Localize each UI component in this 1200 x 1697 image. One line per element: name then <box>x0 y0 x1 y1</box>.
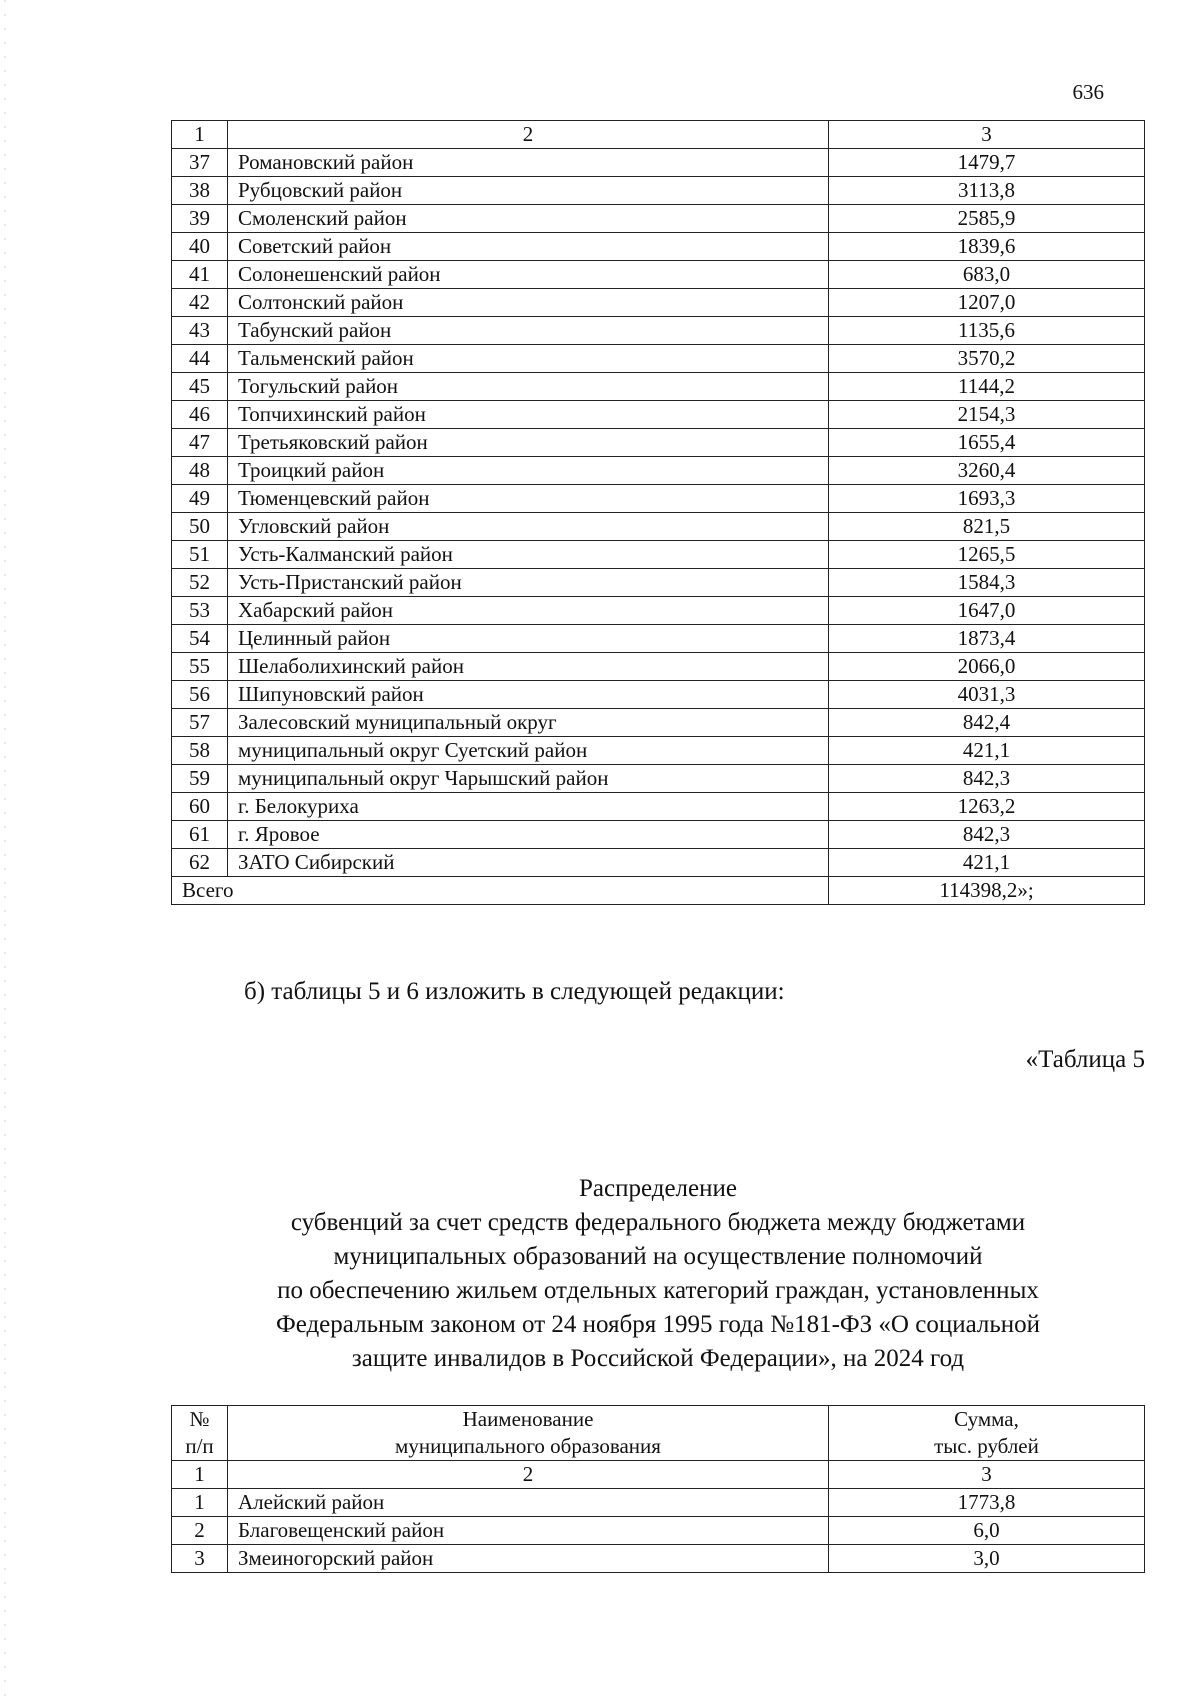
table-row <box>172 177 1145 205</box>
column-number-cell: 3 <box>829 1461 1145 1489</box>
row-number-cell: 44 <box>172 345 228 373</box>
distribution-table-continued <box>171 120 1145 905</box>
table-column-numbering-row <box>172 1461 1145 1489</box>
table-row <box>172 149 1145 177</box>
table-label: «Таблица 5 <box>1025 1046 1145 1073</box>
row-number-cell: 57 <box>172 709 228 737</box>
municipality-name-cell: Усть-Пристанский район <box>228 569 829 597</box>
municipality-name-cell: Шелаболихинский район <box>228 653 829 681</box>
municipality-name-cell: Алейский район <box>228 1489 829 1517</box>
row-number-cell: 41 <box>172 261 228 289</box>
table-row <box>172 261 1145 289</box>
amount-cell: 1263,2 <box>829 793 1145 821</box>
title-line: Распределение <box>579 1175 737 1202</box>
amount-cell: 842,3 <box>829 765 1145 793</box>
row-number-cell: 58 <box>172 737 228 765</box>
column-number-cell: 1 <box>172 1461 228 1489</box>
header-text: муниципального образования <box>395 1434 661 1458</box>
row-number-cell: 49 <box>172 485 228 513</box>
row-number-cell: 62 <box>172 849 228 877</box>
municipality-name-cell: Залесовский муниципальный округ <box>228 709 829 737</box>
municipality-name-cell: г. Белокуриха <box>228 793 829 821</box>
total-label: Всего <box>172 877 829 905</box>
header-number-cell <box>172 1406 228 1461</box>
municipality-name-cell: Третьяковский район <box>228 429 829 457</box>
municipality-name-cell: Усть-Калманский район <box>228 541 829 569</box>
table-row <box>172 513 1145 541</box>
total-value: 114398,2»; <box>829 877 1145 905</box>
municipality-name-cell: Советский район <box>228 233 829 261</box>
row-number-cell: 37 <box>172 149 228 177</box>
table-row <box>172 765 1145 793</box>
amount-cell: 1265,5 <box>829 541 1145 569</box>
municipality-name-cell: Благовещенский район <box>228 1517 829 1545</box>
amount-cell: 3260,4 <box>829 457 1145 485</box>
municipality-name-cell: Угловский район <box>228 513 829 541</box>
table-row <box>172 401 1145 429</box>
scan-edge-artifact <box>4 0 6 1697</box>
row-number-cell: 61 <box>172 821 228 849</box>
municipality-name-cell: Змеиногорский район <box>228 1545 829 1573</box>
municipality-name-cell: муниципальный округ Чарышский район <box>228 765 829 793</box>
amount-cell: 1207,0 <box>829 289 1145 317</box>
municipality-name-cell: Романовский район <box>228 149 829 177</box>
municipality-name-cell: ЗАТО Сибирский <box>228 849 829 877</box>
amount-cell: 1873,4 <box>829 625 1145 653</box>
row-number-cell: 47 <box>172 429 228 457</box>
table-row <box>172 1517 1145 1545</box>
amount-cell: 1479,7 <box>829 149 1145 177</box>
amount-cell: 1839,6 <box>829 233 1145 261</box>
table-row <box>172 597 1145 625</box>
header-text: № <box>189 1407 210 1431</box>
table-column-numbering-row <box>172 121 1145 149</box>
table-row <box>172 569 1145 597</box>
table-row <box>172 429 1145 457</box>
table-row <box>172 681 1145 709</box>
amount-cell: 683,0 <box>829 261 1145 289</box>
table-row <box>172 821 1145 849</box>
row-number-cell: 43 <box>172 317 228 345</box>
subvention-table <box>171 1405 1145 1573</box>
row-number-cell: 2 <box>172 1517 228 1545</box>
municipality-name-cell: Троицкий район <box>228 457 829 485</box>
amount-cell: 3113,8 <box>829 177 1145 205</box>
municipality-name-cell: Смоленский район <box>228 205 829 233</box>
table-row <box>172 709 1145 737</box>
municipality-name-cell: Рубцовский район <box>228 177 829 205</box>
row-number-cell: 42 <box>172 289 228 317</box>
table-row <box>172 625 1145 653</box>
row-number-cell: 55 <box>172 653 228 681</box>
header-name-cell <box>228 1406 829 1461</box>
amount-cell: 421,1 <box>829 737 1145 765</box>
table-row <box>172 205 1145 233</box>
amount-cell: 3570,2 <box>829 345 1145 373</box>
municipality-name-cell: Солонешенский район <box>228 261 829 289</box>
page-number: 636 <box>1072 80 1104 104</box>
row-number-cell: 48 <box>172 457 228 485</box>
row-number-cell: 39 <box>172 205 228 233</box>
amount-cell: 4031,3 <box>829 681 1145 709</box>
row-number-cell: 50 <box>172 513 228 541</box>
row-number-cell: 46 <box>172 401 228 429</box>
title-line: защите инвалидов в Российской Федерации», на 2024 год <box>351 1345 965 1372</box>
table-header-row <box>172 1406 1145 1461</box>
municipality-name-cell: муниципальный округ Суетский район <box>228 737 829 765</box>
row-number-cell: 53 <box>172 597 228 625</box>
table-row <box>172 345 1145 373</box>
amount-cell: 421,1 <box>829 849 1145 877</box>
header-text: Наименование <box>462 1407 594 1431</box>
row-number-cell: 3 <box>172 1545 228 1573</box>
municipality-name-cell: Топчихинский район <box>228 401 829 429</box>
table-row <box>172 1489 1145 1517</box>
municipality-name-cell: Тогульский район <box>228 373 829 401</box>
total-row <box>172 877 1145 905</box>
table-row <box>172 373 1145 401</box>
table-row <box>172 849 1145 877</box>
table-row <box>172 541 1145 569</box>
header-text: п/п <box>185 1434 214 1458</box>
table-row <box>172 1545 1145 1573</box>
row-number-cell: 40 <box>172 233 228 261</box>
amount-cell: 1144,2 <box>829 373 1145 401</box>
table-row <box>172 793 1145 821</box>
table-row <box>172 289 1145 317</box>
column-number-cell: 2 <box>228 121 829 149</box>
table-title <box>171 1172 1145 1376</box>
row-number-cell: 52 <box>172 569 228 597</box>
row-number-cell: 56 <box>172 681 228 709</box>
amount-cell: 821,5 <box>829 513 1145 541</box>
amendment-instruction: б) таблицы 5 и 6 изложить в следующей редакции: <box>244 978 785 1005</box>
municipality-name-cell: Хабарский район <box>228 597 829 625</box>
municipality-name-cell: Целинный район <box>228 625 829 653</box>
header-text: Сумма, <box>954 1407 1019 1431</box>
municipality-name-cell: Тюменцевский район <box>228 485 829 513</box>
amount-cell: 842,3 <box>829 821 1145 849</box>
amount-cell: 6,0 <box>829 1517 1145 1545</box>
amount-cell: 2066,0 <box>829 653 1145 681</box>
header-sum-cell <box>829 1406 1145 1461</box>
table-row <box>172 233 1145 261</box>
column-number-cell: 2 <box>228 1461 829 1489</box>
amount-cell: 2154,3 <box>829 401 1145 429</box>
column-number-cell: 1 <box>172 121 228 149</box>
header-text: тыс. рублей <box>934 1434 1039 1458</box>
amount-cell: 1584,3 <box>829 569 1145 597</box>
amount-cell: 2585,9 <box>829 205 1145 233</box>
table-row <box>172 653 1145 681</box>
row-number-cell: 54 <box>172 625 228 653</box>
amount-cell: 1773,8 <box>829 1489 1145 1517</box>
table-row <box>172 317 1145 345</box>
amount-cell: 1647,0 <box>829 597 1145 625</box>
row-number-cell: 45 <box>172 373 228 401</box>
title-line: субвенций за счет средств федерального бюджета между бюджетами <box>290 1209 1026 1236</box>
row-number-cell: 1 <box>172 1489 228 1517</box>
municipality-name-cell: г. Яровое <box>228 821 829 849</box>
column-number-cell: 3 <box>829 121 1145 149</box>
amount-cell: 1655,4 <box>829 429 1145 457</box>
row-number-cell: 60 <box>172 793 228 821</box>
table-row <box>172 485 1145 513</box>
title-line: Федеральным законом от 24 ноября 1995 года №181-ФЗ «О социальной <box>275 1311 1041 1338</box>
amount-cell: 1693,3 <box>829 485 1145 513</box>
amount-cell: 842,4 <box>829 709 1145 737</box>
municipality-name-cell: Табунский район <box>228 317 829 345</box>
municipality-name-cell: Тальменский район <box>228 345 829 373</box>
municipality-name-cell: Шипуновский район <box>228 681 829 709</box>
row-number-cell: 38 <box>172 177 228 205</box>
title-line: муниципальных образований на осуществление полномочий <box>333 1243 983 1270</box>
row-number-cell: 51 <box>172 541 228 569</box>
table-row <box>172 737 1145 765</box>
title-line: по обеспечению жильем отдельных категорий граждан, установленных <box>277 1277 1039 1304</box>
table-row <box>172 457 1145 485</box>
amount-cell: 3,0 <box>829 1545 1145 1573</box>
municipality-name-cell: Солтонский район <box>228 289 829 317</box>
amount-cell: 1135,6 <box>829 317 1145 345</box>
row-number-cell: 59 <box>172 765 228 793</box>
